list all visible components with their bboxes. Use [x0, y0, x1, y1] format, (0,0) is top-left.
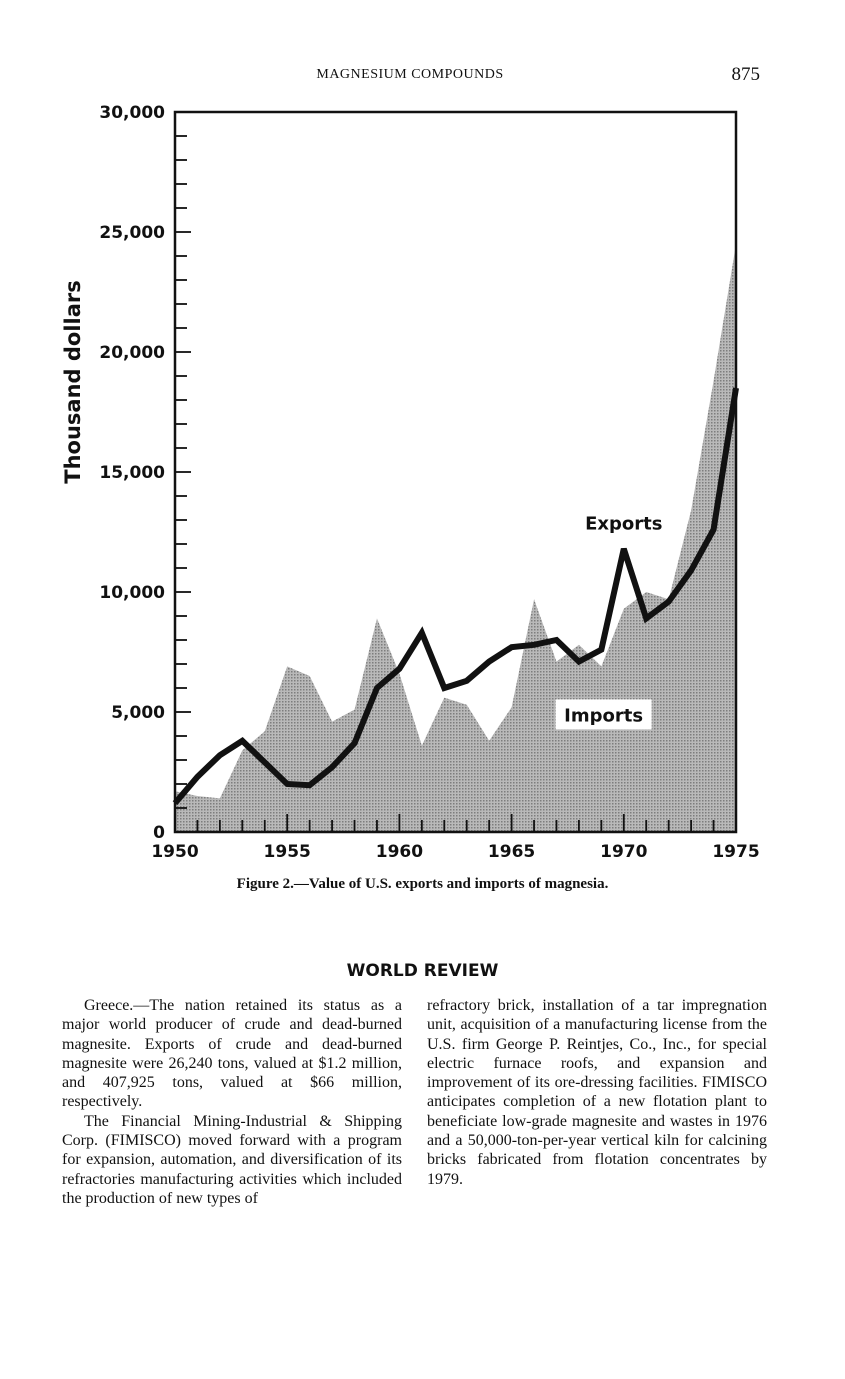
y-tick-label: 5,000 [111, 703, 165, 723]
figure-caption: Figure 2.—Value of U.S. exports and imports of magnesia. [236, 876, 609, 892]
y-tick-label: 0 [153, 823, 165, 843]
y-tick-label: 25,000 [99, 223, 165, 243]
paragraph: Greece.—The nation retained its status as a major world producer of crude and dead-burned magnesite. Exports of crude and dead-burned magnesite were 26,240 tons, valued at $1.2 million, and 407,925 tons, valued at $66 million, respectively. [62, 997, 402, 1111]
y-tick-label: 30,000 [99, 103, 165, 123]
x-tick-label: 1970 [600, 842, 648, 862]
paragraph: refractory brick, installation of a tar impregnation unit, acquisition of a manufacturing license from the U.S. firm George P. Reintjes, Co., Inc., for special electric furnace roofs, and expansion and improvement of its ore-dressing facilities. FIMISCO anticipates completion of a new flotation plant to beneficiate low-grade magnesite and wastes in 1976 and a 50,000-ton-per-year vertical kiln for calcining bricks fabricated from flotation concentrates by 1979. [427, 997, 767, 1188]
y-tick-label: 15,000 [99, 463, 165, 483]
x-tick-label: 1950 [151, 842, 199, 862]
right-column [427, 996, 767, 1189]
section-heading: WORLD REVIEW [346, 961, 499, 981]
running-head [60, 64, 760, 88]
imports-area [175, 244, 736, 832]
figure-chart [0, 95, 845, 875]
page-number: 875 [731, 64, 760, 85]
x-tick-label: 1960 [375, 842, 424, 862]
x-tick-label: 1965 [487, 842, 536, 862]
paragraph: The Financial Mining-Industrial & Shipping Corp. (FIMISCO) moved forward with a program for expansion, automation, and diversification of its refractories manufacturing activities which included the production of new types of [62, 1112, 402, 1207]
x-tick-label: 1955 [263, 842, 311, 862]
y-tick-label: 10,000 [99, 583, 165, 603]
imports-annotation: Imports [564, 705, 644, 727]
x-tick-label: 1975 [712, 842, 760, 862]
y-axis-label: Thousand dollars [61, 280, 85, 484]
running-title: MAGNESIUM COMPOUNDS [316, 67, 504, 82]
left-column [62, 996, 402, 1208]
y-tick-label: 20,000 [99, 343, 165, 363]
exports-annotation: Exports [585, 513, 663, 535]
